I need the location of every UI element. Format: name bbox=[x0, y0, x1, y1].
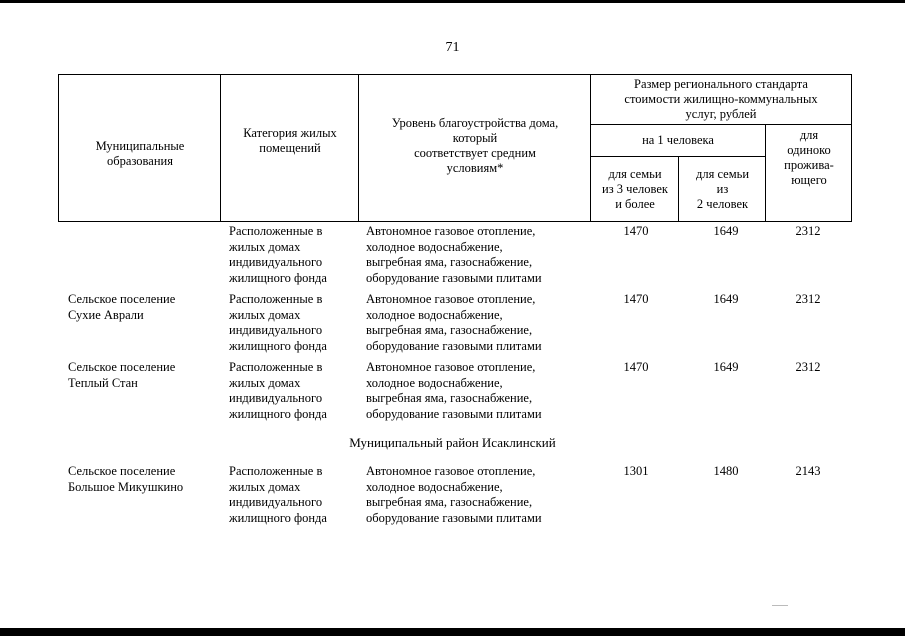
row-1-value-single: 2312 bbox=[795, 224, 821, 238]
row-1-level: Автономное газовое отопление, холодное водоснабжение, выгребная яма, газоснабжение, оборудование газовыми плитами bbox=[366, 224, 542, 285]
header-level: Уровень благоустройства дома, который соответствует средним условиям* bbox=[391, 116, 559, 175]
top-rule bbox=[0, 0, 905, 3]
row-4-level: Автономное газовое отопление, холодное водоснабжение, выгребная яма, газоснабжение, оборудование газовыми плитами bbox=[366, 464, 542, 525]
row-4-category: Расположенные в жилых домах индивидуального жилищного фонда bbox=[229, 464, 327, 525]
row-2-municipality: Сельское поселение Сухие Аврали bbox=[68, 292, 176, 322]
row-2-category: Расположенные в жилых домах индивидуального жилищного фонда bbox=[229, 292, 327, 353]
row-1-category: Расположенные в жилых домах индивидуального жилищного фонда bbox=[229, 224, 327, 285]
row-3-category: Расположенные в жилых домах индивидуального жилищного фонда bbox=[229, 360, 327, 421]
header-municipality: Муниципальные образования bbox=[95, 139, 185, 168]
row-2-level: Автономное газовое отопление, холодное водоснабжение, выгребная яма, газоснабжение, оборудование газовыми плитами bbox=[366, 292, 542, 353]
header-single: для одиноко прожива- ющего bbox=[784, 128, 834, 187]
header-family2: для семьи из 2 человек bbox=[695, 167, 750, 211]
header-family3: для семьи из 3 человек и более bbox=[602, 167, 668, 211]
section-title: Муниципальный район Исаклинский bbox=[349, 435, 556, 450]
row-4-value-family2: 1480 bbox=[713, 464, 739, 478]
row-3-value-family3: 1470 bbox=[623, 360, 649, 374]
row-1-value-family3: 1470 bbox=[623, 224, 649, 238]
bottom-rule bbox=[0, 628, 905, 636]
row-1-value-family2: 1649 bbox=[713, 224, 739, 238]
header-group-title: Размер регионального стандарта стоимости жилищно-коммунальных услуг, рублей bbox=[624, 77, 818, 121]
row-2-value-family3: 1470 bbox=[623, 292, 649, 306]
row-4-municipality: Сельское поселение Большое Микушкино bbox=[68, 464, 184, 494]
page-number: 71 bbox=[445, 40, 460, 55]
header-category: Категория жилых помещений bbox=[243, 126, 337, 155]
row-3-level: Автономное газовое отопление, холодное водоснабжение, выгребная яма, газоснабжение, оборудование газовыми плитами bbox=[366, 360, 542, 421]
row-2-value-family2: 1649 bbox=[713, 292, 739, 306]
row-4-value-single: 2143 bbox=[795, 464, 821, 478]
header-per-person: на 1 человека bbox=[642, 133, 714, 147]
row-3-value-family2: 1649 bbox=[713, 360, 739, 374]
row-2-value-single: 2312 bbox=[795, 292, 821, 306]
row-3-municipality: Сельское поселение Теплый Стан bbox=[68, 360, 176, 390]
row-4-value-family3: 1301 bbox=[623, 464, 649, 478]
row-3-value-single: 2312 bbox=[795, 360, 821, 374]
scan-speck bbox=[772, 605, 788, 606]
